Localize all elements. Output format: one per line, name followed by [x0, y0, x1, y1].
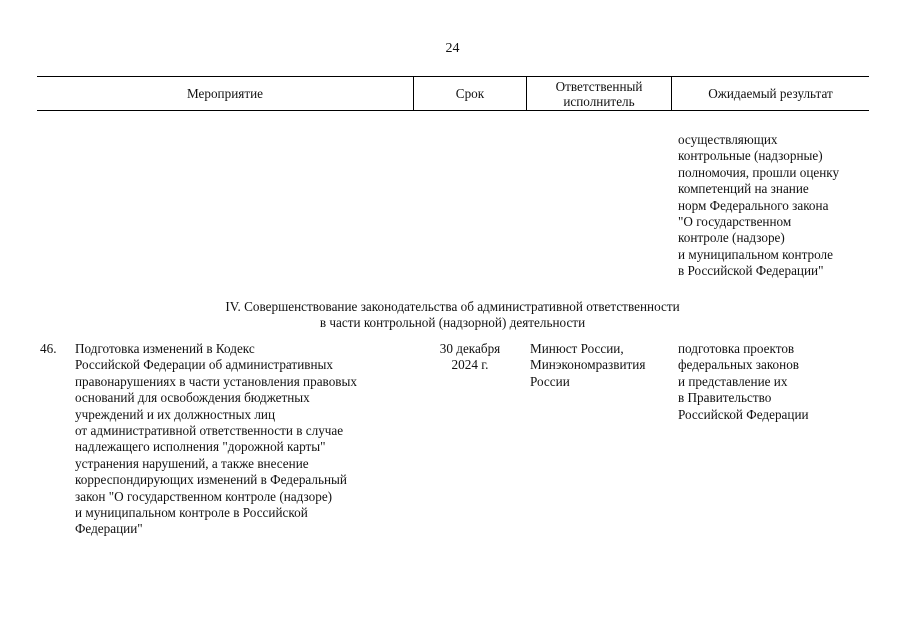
row-responsible — [530, 341, 645, 390]
section-title — [0, 299, 905, 332]
description-line: Федерации" — [75, 521, 143, 537]
result-line: "О государственном — [678, 214, 792, 230]
result-line: и муниципальном контроле — [678, 246, 833, 262]
result-line: Российской Федерации — [678, 406, 809, 422]
description-line: от административной ответственности в случае — [75, 423, 344, 439]
description-line: корреспондирующих изменений в Федеральный — [75, 472, 347, 488]
header-responsible — [527, 77, 671, 111]
description-line: учреждений и их должностных лиц — [75, 406, 276, 422]
result-line: в Российской Федерации" — [678, 263, 824, 279]
result-line: полномочия, прошли оценку — [678, 164, 840, 180]
row-deadline — [424, 341, 516, 374]
deadline-line: 2024 г. — [451, 357, 489, 373]
description-line: Российской Федерации об административных — [75, 357, 333, 373]
description-line: закон "О государственном контроле (надзоре) — [75, 488, 333, 504]
result-line: федеральных законов — [678, 357, 800, 373]
responsible-line: России — [530, 373, 570, 389]
description-line: правонарушениях в части установления правовых — [75, 373, 357, 389]
description-line: Подготовка изменений в Кодекс — [75, 341, 255, 356]
row-result — [678, 341, 809, 423]
result-line: и представление их — [678, 373, 788, 389]
result-line: контрольные (надзорные) — [678, 148, 823, 164]
description-line: устранения нарушений, а также внесение — [75, 455, 309, 471]
responsible-line: Минюст России, — [530, 341, 624, 356]
result-line: в Правительство — [678, 390, 772, 406]
section-title-line: IV. Совершенствование законодательства об административной ответственности — [225, 299, 680, 314]
section-title-line: в части контрольной (надзорной) деятельности — [319, 315, 586, 331]
header-event: Мероприятие — [186, 85, 264, 101]
description-line: надлежащего исполнения "дорожной карты" — [75, 439, 326, 455]
responsible-line: Минэкономразвития — [530, 357, 646, 373]
page-number: 24 — [445, 41, 460, 56]
description-line: и муниципальном контроле в Российской — [75, 505, 308, 521]
continued-result — [678, 132, 839, 280]
header-responsible-line: Ответственный — [555, 78, 643, 94]
header-responsible-line: исполнитель — [563, 94, 635, 109]
header-expected-result: Ожидаемый результат — [708, 85, 833, 101]
result-line: подготовка проектов — [678, 341, 795, 356]
description-line: оснований для освобождения бюджетных — [75, 390, 310, 406]
result-line: осуществляющих — [678, 132, 778, 147]
deadline-line: 30 декабря — [439, 341, 501, 356]
row-number: 46. — [40, 341, 57, 356]
result-line: норм Федерального закона — [678, 197, 829, 213]
result-line: контроле (надзоре) — [678, 230, 785, 246]
row-description — [75, 341, 357, 538]
header-deadline: Срок — [455, 85, 485, 101]
result-line: компетенций на знание — [678, 181, 809, 197]
